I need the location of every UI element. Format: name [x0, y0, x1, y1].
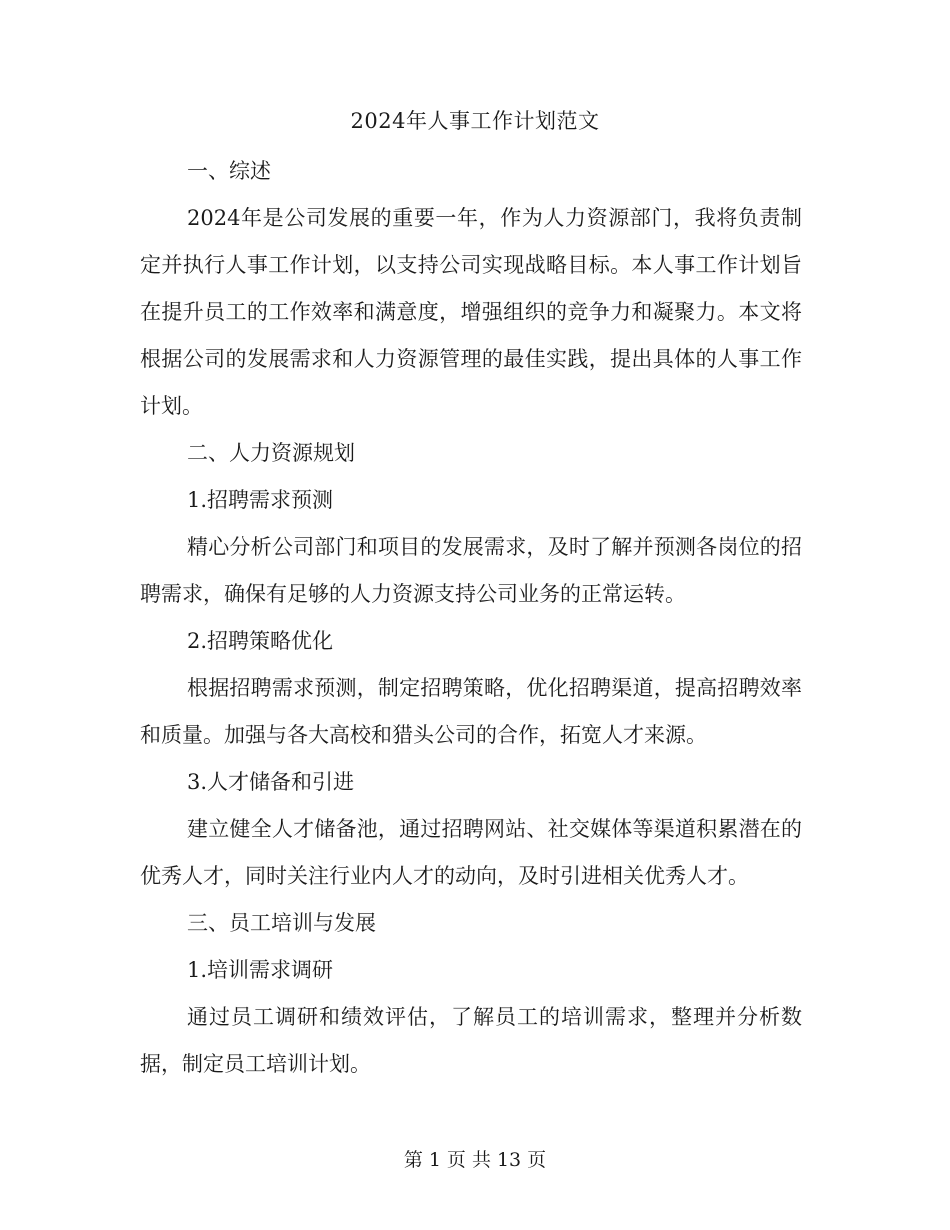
subheading-talent-reserve: 3.人才储备和引进: [187, 770, 355, 794]
subheading-recruitment-forecast: 1.招聘需求预测: [187, 488, 334, 512]
paragraph-training-survey: 通过员工调研和绩效评估，了解员工的培训需求，整理并分析数据，制定员工培训计划。: [140, 1005, 802, 1076]
section-heading-hr-planning: 二、人力资源规划: [187, 441, 355, 465]
paragraph-recruitment-forecast: 精心分析公司部门和项目的发展需求，及时了解并预测各岗位的招聘需求，确保有足够的人力资源支持公司业务的正常运转。: [140, 535, 802, 606]
subheading-training-survey: 1.培训需求调研: [187, 958, 334, 982]
footer-total-pages: 13: [496, 1149, 522, 1171]
page-footer: [0, 1146, 950, 1174]
footer-page-number: 1: [428, 1149, 441, 1171]
section-heading-training: 三、员工培训与发展: [187, 911, 376, 935]
footer-middle: 页 共: [446, 1149, 491, 1171]
document-title: 2024年人事工作计划范文: [350, 109, 600, 133]
paragraph-overview: 2024年是公司发展的重要一年，作为人力资源部门，我将负责制定并执行人事工作计划，以支持公司实现战略目标。本人事工作计划旨在提升员工的工作效率和满意度，增强组织的竞争力和凝聚力。本文将根据公司的发展需求和人力资源管理的最佳实践，提出具体的人事工作计划。: [140, 206, 802, 418]
footer-prefix: 第: [403, 1149, 423, 1171]
subheading-recruitment-strategy: 2.招聘策略优化: [187, 629, 334, 653]
paragraph-recruitment-strategy: 根据招聘需求预测，制定招聘策略，优化招聘渠道，提高招聘效率和质量。加强与各大高校和猎头公司的合作，拓宽人才来源。: [140, 676, 802, 747]
paragraph-talent-reserve: 建立健全人才储备池，通过招聘网站、社交媒体等渠道积累潜在的优秀人才，同时关注行业内人才的动向，及时引进相关优秀人才。: [140, 817, 802, 888]
footer-suffix: 页: [527, 1149, 547, 1171]
document-body: [140, 148, 802, 1088]
section-heading-overview: 一、综述: [187, 159, 271, 183]
